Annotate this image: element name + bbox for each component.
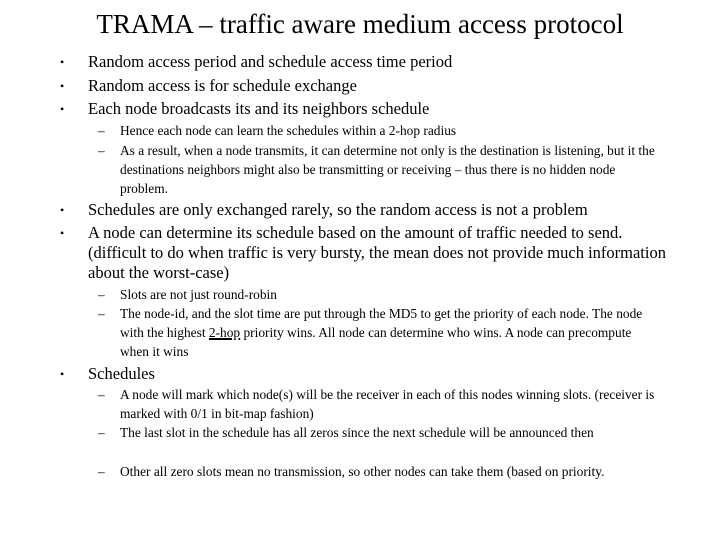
bullet-marker: • bbox=[60, 226, 65, 240]
bullet-item bbox=[60, 76, 357, 96]
dash-marker: – bbox=[98, 387, 105, 402]
bullet-item bbox=[60, 99, 430, 119]
bullet-marker: • bbox=[60, 55, 65, 69]
sub-bullet-text: Slots are not just round-robin bbox=[120, 287, 277, 302]
bullet-item bbox=[60, 200, 588, 220]
bullet-marker: • bbox=[60, 79, 65, 93]
dash-marker: – bbox=[98, 425, 105, 440]
bullet-text: Each node broadcasts its and its neighbors schedule bbox=[88, 99, 430, 118]
bullet-item bbox=[60, 52, 453, 72]
sub-bullet-item bbox=[98, 423, 660, 442]
sub-bullet-item bbox=[98, 304, 660, 361]
sub-bullet-text: The last slot in the schedule has all zeros since the next schedule will be announced then bbox=[120, 425, 594, 440]
bullet-text: A node can determine its schedule based on the amount of traffic needed to send. (difficult to do when traffic is very bursty, the mean does not provide much information about the worst-case) bbox=[88, 223, 666, 282]
bullet-marker: • bbox=[60, 203, 65, 217]
slide-title: TRAMA – traffic aware medium access protocol bbox=[96, 9, 624, 39]
sub-bullet-item bbox=[98, 385, 660, 423]
bullet-item bbox=[60, 223, 668, 283]
underlined-term: 2-hop bbox=[208, 325, 241, 340]
dash-marker: – bbox=[98, 287, 105, 302]
dash-marker: – bbox=[98, 306, 105, 321]
dash-marker: – bbox=[98, 123, 105, 138]
bullet-marker: • bbox=[60, 102, 65, 116]
sub-bullet-item bbox=[98, 121, 457, 140]
bullet-item bbox=[60, 364, 155, 384]
sub-bullet-text: priority wins. All node can determine who wins. A node can precompute when it wins bbox=[120, 325, 632, 359]
bullet-text: Schedules bbox=[88, 364, 155, 383]
bullet-text: Random access is for schedule exchange bbox=[88, 76, 357, 95]
bullet-text: Random access period and schedule access time period bbox=[88, 52, 453, 71]
sub-bullet-text: Other all zero slots mean no transmission, so other nodes can take them (based on priority. bbox=[120, 464, 605, 479]
sub-bullet-text: As a result, when a node transmits, it can determine not only is the destination is listening, but it the destinations neighbors might also be transmitting or receiving – thus there is no hidden node problem. bbox=[120, 143, 655, 196]
sub-bullet-text: Hence each node can learn the schedules within a 2-hop radius bbox=[120, 123, 457, 138]
dash-marker: – bbox=[98, 143, 105, 158]
bullet-marker: • bbox=[60, 367, 65, 381]
sub-bullet-text: A node will mark which node(s) will be the receiver in each of this nodes winning slots. (receiver is marked with 0/1 in bit-map fashion) bbox=[120, 387, 655, 421]
sub-bullet-item bbox=[98, 141, 660, 198]
bullet-text: Schedules are only exchanged rarely, so the random access is not a problem bbox=[88, 200, 588, 219]
sub-bullet-text: The node-id, and the slot time are put through the MD5 to get the priority of each node. The node with the highest bbox=[120, 306, 643, 340]
sub-bullet-item bbox=[98, 462, 660, 481]
dash-marker: – bbox=[98, 464, 105, 479]
sub-bullet-item bbox=[98, 285, 277, 304]
